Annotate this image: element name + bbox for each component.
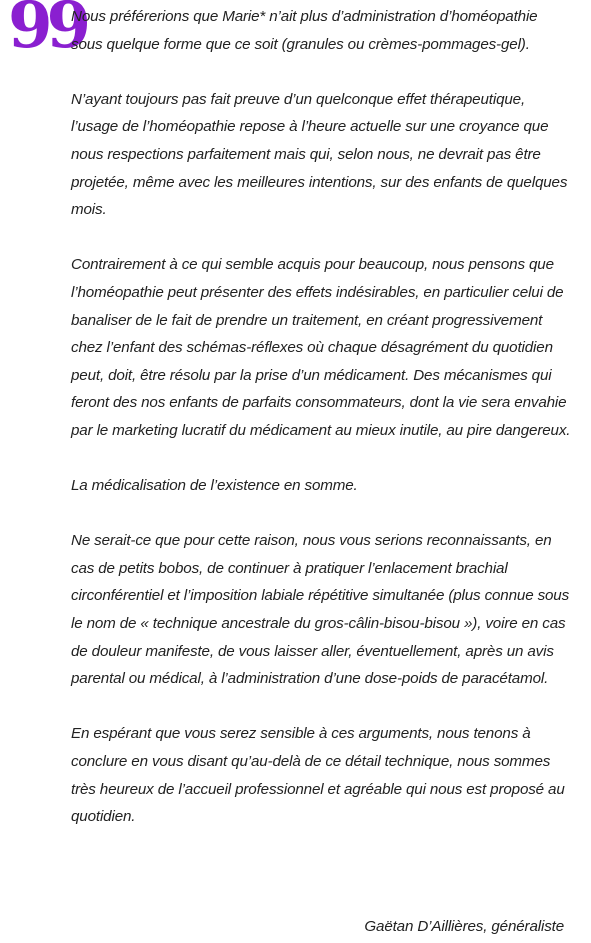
quote-signature: Gaëtan D’Aillières, généraliste bbox=[364, 918, 564, 935]
quote-paragraph-1: Nous préférerions que Marie* n’ait plus d’administration d’homéopathie sous quelque forme que ce soit (granules ou crèmes-pommages-gel). bbox=[71, 8, 538, 53]
quote-paragraph-3: Contrairement à ce qui semble acquis pour beaucoup, nous pensons que l’homéopathie peut présenter des effets indésirables, en particulier celui de banaliser de le fait de prendre un traitement, en créant progressivement chez l’enfant des schémas-réflexes où chaque désagrément du quotidien peut, doit, être résolu par la prise d’un médicament. Des mécanismes qui feront des nos enfants de parfaits consommateurs, dont la vie sera envahie par le marketing lucratif du médicament au mieux inutile, au pire dangereux. bbox=[71, 256, 571, 439]
quote-mark-icon: 99 bbox=[8, 0, 86, 63]
quote-paragraph-5: Ne serait-ce que pour cette raison, nous vous serions reconnaissants, en cas de petits bobos, de continuer à pratiquer l’enlacement brachial circonférentiel et l’imposition labiale répétitive simultanée (plus connue sous le nom de « technique ancestrale du gros-câlin-bisou-bisou »), voire en cas de douleur manifeste, de vous laisser aller, éventuellement, après un avis parental ou médical, à l’administration d’une dose-poids de paracétamol. bbox=[71, 532, 570, 688]
quote-paragraph-2: N’ayant toujours pas fait preuve d’un quelconque effet thérapeutique, l’usage de l’homéopathie repose à l’heure actuelle sur une croyance que nous respections parfaitement mais qui, selon nous, ne devrait pas être projetée, même avec les meilleures intentions, sur des enfants de quelques mois. bbox=[71, 90, 568, 219]
quote-paragraph-4: La médicalisation de l’existence en somme. bbox=[71, 477, 358, 495]
quote-paragraph-6: En espérant que vous serez sensible à ces arguments, nous tenons à conclure en vous disant qu’au-delà de ce détail technique, nous sommes très heureux de l’accueil professionnel et agréable qui nous est proposé au quotidien. bbox=[71, 725, 565, 826]
quote-body bbox=[71, 3, 571, 858]
